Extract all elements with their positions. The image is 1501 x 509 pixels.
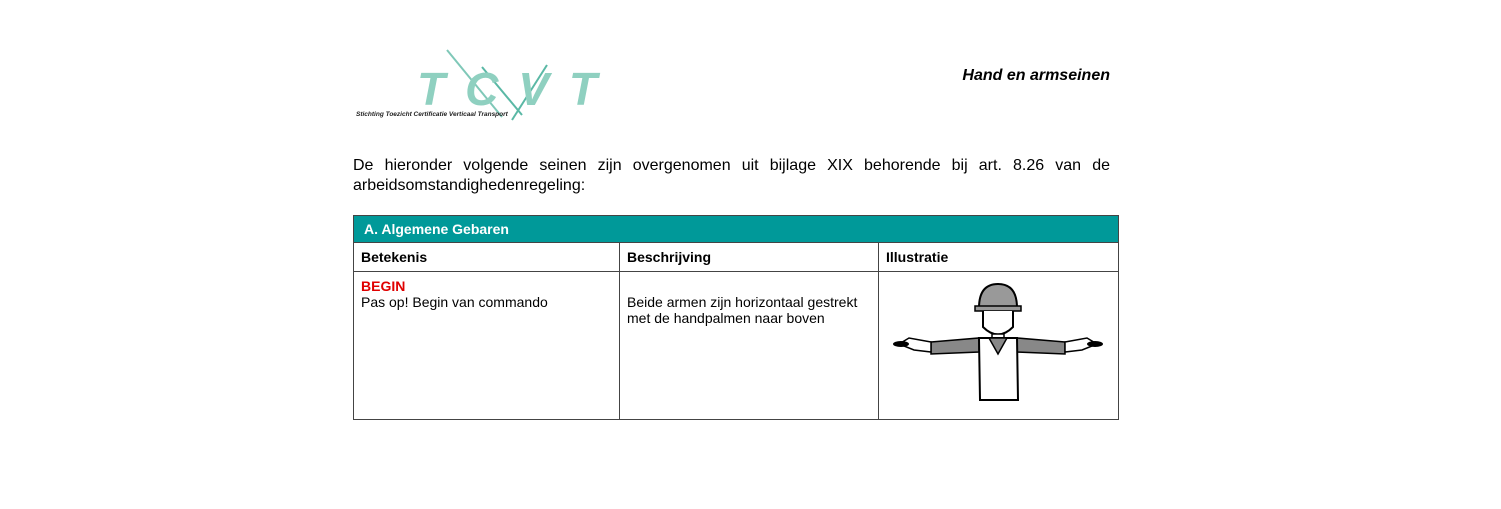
svg-text:TCVT: TCVT [417, 63, 597, 115]
signal-description: Beide armen zijn horizontaal gestrekt met de handpalmen naar boven [627, 294, 858, 326]
signals-table [353, 215, 1119, 420]
section-header: A. Algemene Gebaren [354, 216, 1119, 243]
logo-subtitle: Stichting Toezicht Certificatie Verticaal Transport [356, 111, 508, 118]
signal-meaning: Pas op! Begin van commando [361, 294, 548, 310]
column-header-illustratie: Illustratie [879, 243, 1119, 272]
intro-paragraph: De hieronder volgende seinen zijn overgenomen uit bijlage XIX behorende bij art. 8.26 van de arbeidsomstandighedenregeling: [353, 157, 1110, 194]
tcvt-logo [352, 45, 612, 125]
document-title: Hand en armseinen [962, 67, 1110, 84]
signal-illustration [879, 272, 1117, 412]
column-header-betekenis: Betekenis [354, 243, 620, 272]
table-row [354, 272, 1119, 420]
signal-name: BEGIN [361, 278, 406, 294]
column-header-beschrijving: Beschrijving [620, 243, 879, 272]
